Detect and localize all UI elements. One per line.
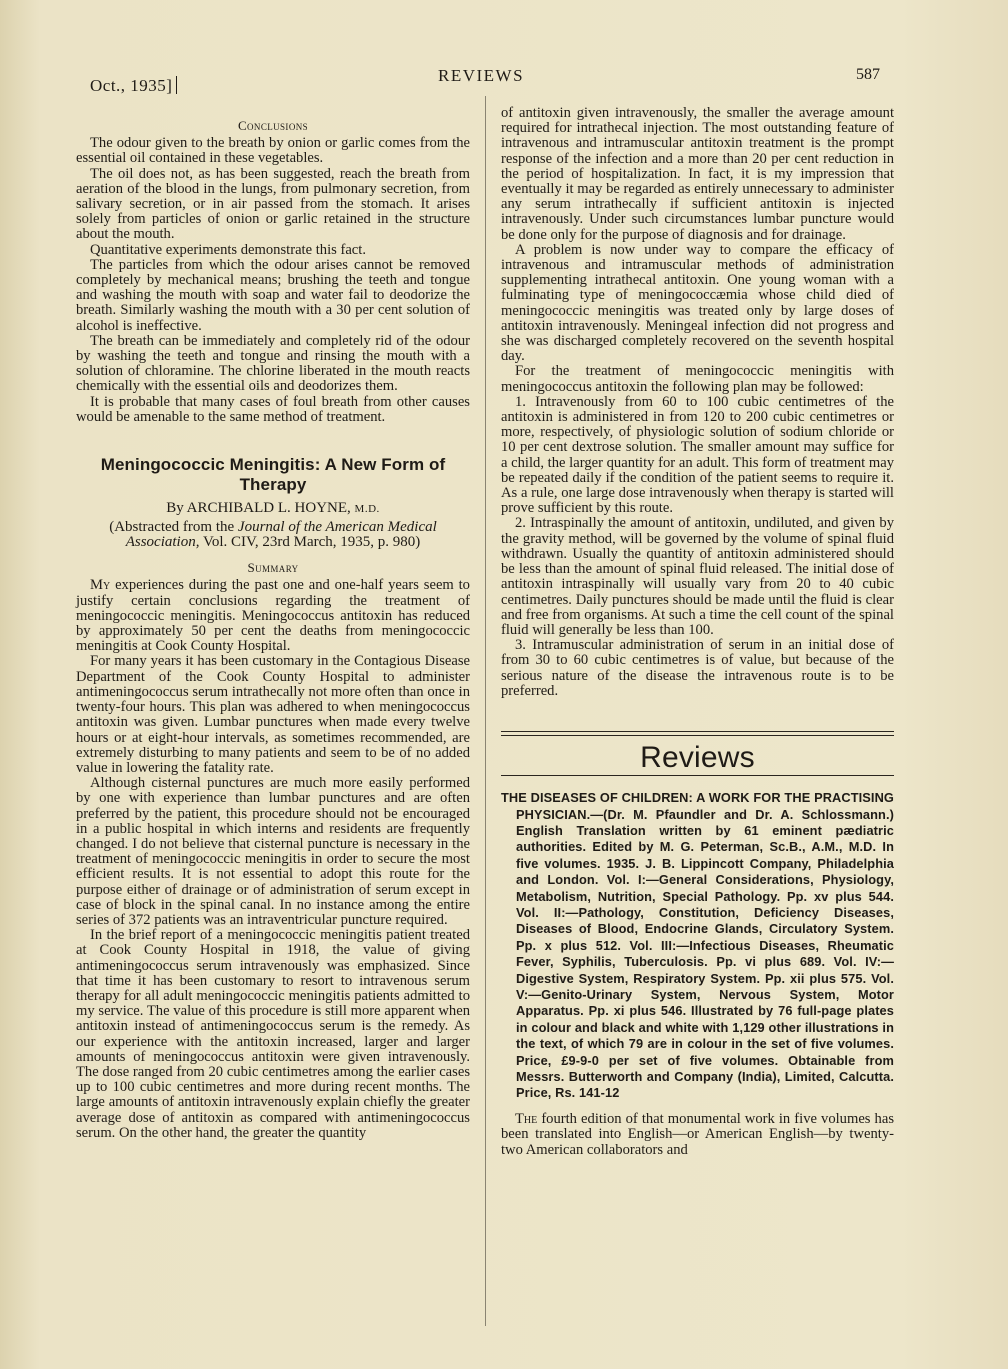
review-first-text: fourth edition of that monumental work in five volumes has been translated into English—or American English—by twenty-two American collaborators and bbox=[501, 1110, 894, 1159]
column-divider bbox=[485, 96, 486, 1326]
conclusion-paragraph: Quantitative experiments demonstrate this fact. bbox=[90, 241, 366, 258]
summary-paragraph: In the brief report of a meningococcic meningitis patient treated at Cook County Hospital in 1918, the value of giving antimeningococcus serum intravenously was emphasized. Since that time it has been customary to resort to intravenous serum therapy for all adult meningococcic meningitis patients admitted to my service. The value of this procedure is still more apparent when antitoxin instead of antimeningococcus serum is the remedy. As our experience with the antitoxin increased, larger and larger amounts of meningococcus antitoxin were given intravenously. The dose ranged from 20 cubic centimetres among the earlier cases up to 100 cubic centimetres and more during recent months. The large amounts of antitoxin intravenously explain chiefly the greater average dose of antitoxin as compared with antimeningococcus serum. On the other hand, the greater the quantity bbox=[76, 927, 470, 1141]
conclusion-paragraph: The odour given to the breath by onion or garlic comes from the essential oil contained in these vegetables. bbox=[76, 135, 470, 167]
book-review-entry: THE DISEASES OF CHILDREN: A WORK FOR THE PRACTISING PHYSICIAN.—(Dr. M. Pfaundler and Dr. A. Schlossmann.) English Translation written by 61 eminent pædiatric authorities. Edited by M. G. Peterman, Sc.B., A.M., M.D. In five volumes. 1935. J. B. Lippincott Company, Philadelphia and London. Vol. I:—General Considerations, Physiology, Metabolism, Nutrition, Special Pathology. Pp. xv plus 544. Vol. II:—Pathology, Constitution, Deficiency Diseases, Diseases of Blood, Endocrine Glands, Circulatory System. Pp. x plus 512. Vol. III:—Infectious Diseases, Rheumatic Fever, Syphilis, Tuberculosis. Pp. vi plus 689. Vol. IV:—Digestive System, Respiratory System. Pp. xii plus 575. Vol. V:—Genito-Urinary System, Nervous System, Motor Apparatus. Pp. xi plus 546. Illustrated by 76 full-page plates in colour and black and white with 1,129 other illustrations in the text, of which 79 are in colour in the set of five volumes. Price, £9-9-0 per set of five volumes. Obtainable from Messrs. Butterworth and Company (India), Limited, Calcutta. Price, Rs. 141-12 bbox=[501, 790, 894, 1101]
review-first-word: The bbox=[515, 1110, 538, 1127]
summary-first-word: My bbox=[90, 577, 111, 594]
reviews-section-heading: Reviews bbox=[640, 740, 755, 774]
conclusions-heading: Conclusions bbox=[237, 118, 309, 133]
conclusion-paragraph: The oil does not, as has been suggested, reach the breath from aeration of the blood in the lungs, from pulmonary secretion, from salivary secretion, or in air passed from the stomach. It arises solely from particles of onion or garlic retained in the structure about the mouth. bbox=[76, 165, 470, 243]
summary-paragraph: For many years it has been customary in the Contagious Disease Department of the Cook County Hospital to administer antimeningococcus serum intrathecally not more often than once in twenty-four hours. This plan was adhered to when meningococcus antitoxin was given. Lumbar punctures when made every twelve hours or at eight-hour intervals, as sometimes recommended, are extremely disturbing to many patients and seem to be of no added value in lowering the fatality rate. bbox=[76, 653, 470, 776]
summary-first-text: experiences during the past one and one-half years seem to justify certain conclusions regarding the treatment of meningococcic meningitis. Meningococcus antitoxin has reduced by approximately 50 per cent the deaths from meningococcic meningitis at Cook County Hospital. bbox=[76, 577, 470, 655]
page-number: 587 bbox=[856, 66, 880, 83]
section-double-rule bbox=[501, 731, 894, 736]
article-title: Meningococcic Meningitis: A New Form of Therapy bbox=[100, 455, 446, 495]
left-column bbox=[76, 106, 470, 1141]
issue-date: Oct., 1935] bbox=[90, 76, 177, 96]
treatment-step-1: 1. Intravenously from 60 to 100 cubic centimetres of the antitoxin is administered in from 120 to 200 cubic centimetres or more, respectively, of physiologic solution of sodium chloride or 10 per cent dextrose solution. The smaller amount may suffice for a child, the larger quantity for an adult. This form of treatment may be repeated daily if the condition of the patient seems to require it. As a rule, one large dose intravenously when therapy is started will prove sufficient by this route. bbox=[501, 393, 894, 517]
review-paragraph bbox=[501, 1112, 894, 1159]
section-running-title: REVIEWS bbox=[438, 66, 525, 85]
summary-paragraph: Although cisternal punctures are much more easily performed by one with experience than lumbar punctures and are often preferred by the patient, this procedure should not be encouraged in a public hospital in which interns and residents are frequently changed. I do not believe that cisternal puncture is necessary in the treatment of meningococcic meningitis in order to secure the most efficient results. It is not essential to adopt this route for the purpose either of drainage or of administration of serum except in case of block in the spinal canal. In no instance among the entire series of 372 patients was an intraventricular puncture required. bbox=[76, 775, 470, 928]
abstract-open: (Abstracted from the bbox=[109, 519, 235, 536]
author-degree: M.D. bbox=[354, 503, 380, 516]
abstract-source bbox=[82, 520, 464, 550]
author-byline bbox=[76, 501, 470, 517]
treatment-step-3: 3. Intramuscular administration of serum in an initial dose of from 30 to 60 cubic centimetres is of value, but because of the serious nature of the disease the intravenous route is to be preferred. bbox=[501, 637, 894, 699]
running-header bbox=[90, 62, 880, 95]
continuation-paragraph: of antitoxin given intravenously, the smaller the average amount required for intrathecal injection. The most outstanding feature of intravenous and intramuscular antitoxin treatment is the prompt response of the infection and a more than 20 per cent reduction in the period of hospitalization. In fact, it is my impression that eventually it may be regarded as entirely unnecessary to administer any serum intrathecally if sufficient antitoxin is injected intravenously. Under such circumstances lumbar puncture would be done only for the purpose of diagnosis and for drainage. bbox=[501, 105, 894, 243]
body-paragraph: A problem is now under way to compare the efficacy of intravenous and intramuscular methods of administration supplementing intrathecal antitoxin. One young woman with a fulminating type of meningococcæmia whose child died of meningococcic meningitis was treated only by large doses of antitoxin intravenously. Meningeal infection did not progress and she was discharged completely recovered on the seventh hospital day. bbox=[501, 241, 894, 365]
treatment-step-2: 2. Intraspinally the amount of antitoxin, undiluted, and given by the gravity method, will be governed by the volume of spinal fluid withdrawn. Usually the quantity of antitoxin administered should be less than the amount of spinal fluid released. The initial dose of antitoxin intraspinally will usually vary from 20 to 40 cubic centimetres. Daily punctures should be made until the fluid is clear and free from organisms. At such a time the cell count of the spinal fluid will generally be less than 100. bbox=[501, 515, 894, 638]
body-paragraph: For the treatment of meningococcic meningitis with meningococcus antitoxin the following plan may be followed: bbox=[501, 363, 894, 395]
journal-name: Journal of the American Medical Association, bbox=[125, 519, 437, 551]
author-name: By ARCHIBALD L. HOYNE, bbox=[166, 500, 351, 517]
summary-heading: Summary bbox=[247, 560, 299, 576]
summary-paragraph bbox=[76, 578, 470, 654]
conclusion-paragraph: The breath can be immediately and completely rid of the odour by washing the teeth and tongue and rinsing the mouth with a solution of chloramine. The chlorine liberated in the mouth reacts chemically with the essential oils and deodorizes them. bbox=[76, 332, 470, 395]
abstract-citation: Vol. CIV, 23rd March, 1935, p. 980) bbox=[202, 534, 421, 551]
conclusion-paragraph: The particles from which the odour arises cannot be removed completely by mechanical means; brushing the teeth and tongue and washing the mouth with soap and water fail to deodorize the breath. Similarly washing the mouth with a 30 per cent solution of alcohol is ineffective. bbox=[76, 256, 470, 334]
right-column bbox=[501, 106, 894, 1159]
conclusion-paragraph: It is probable that many cases of foul breath from other causes would be amenable to the same method of treatment. bbox=[76, 393, 470, 425]
section-rule bbox=[501, 775, 894, 776]
